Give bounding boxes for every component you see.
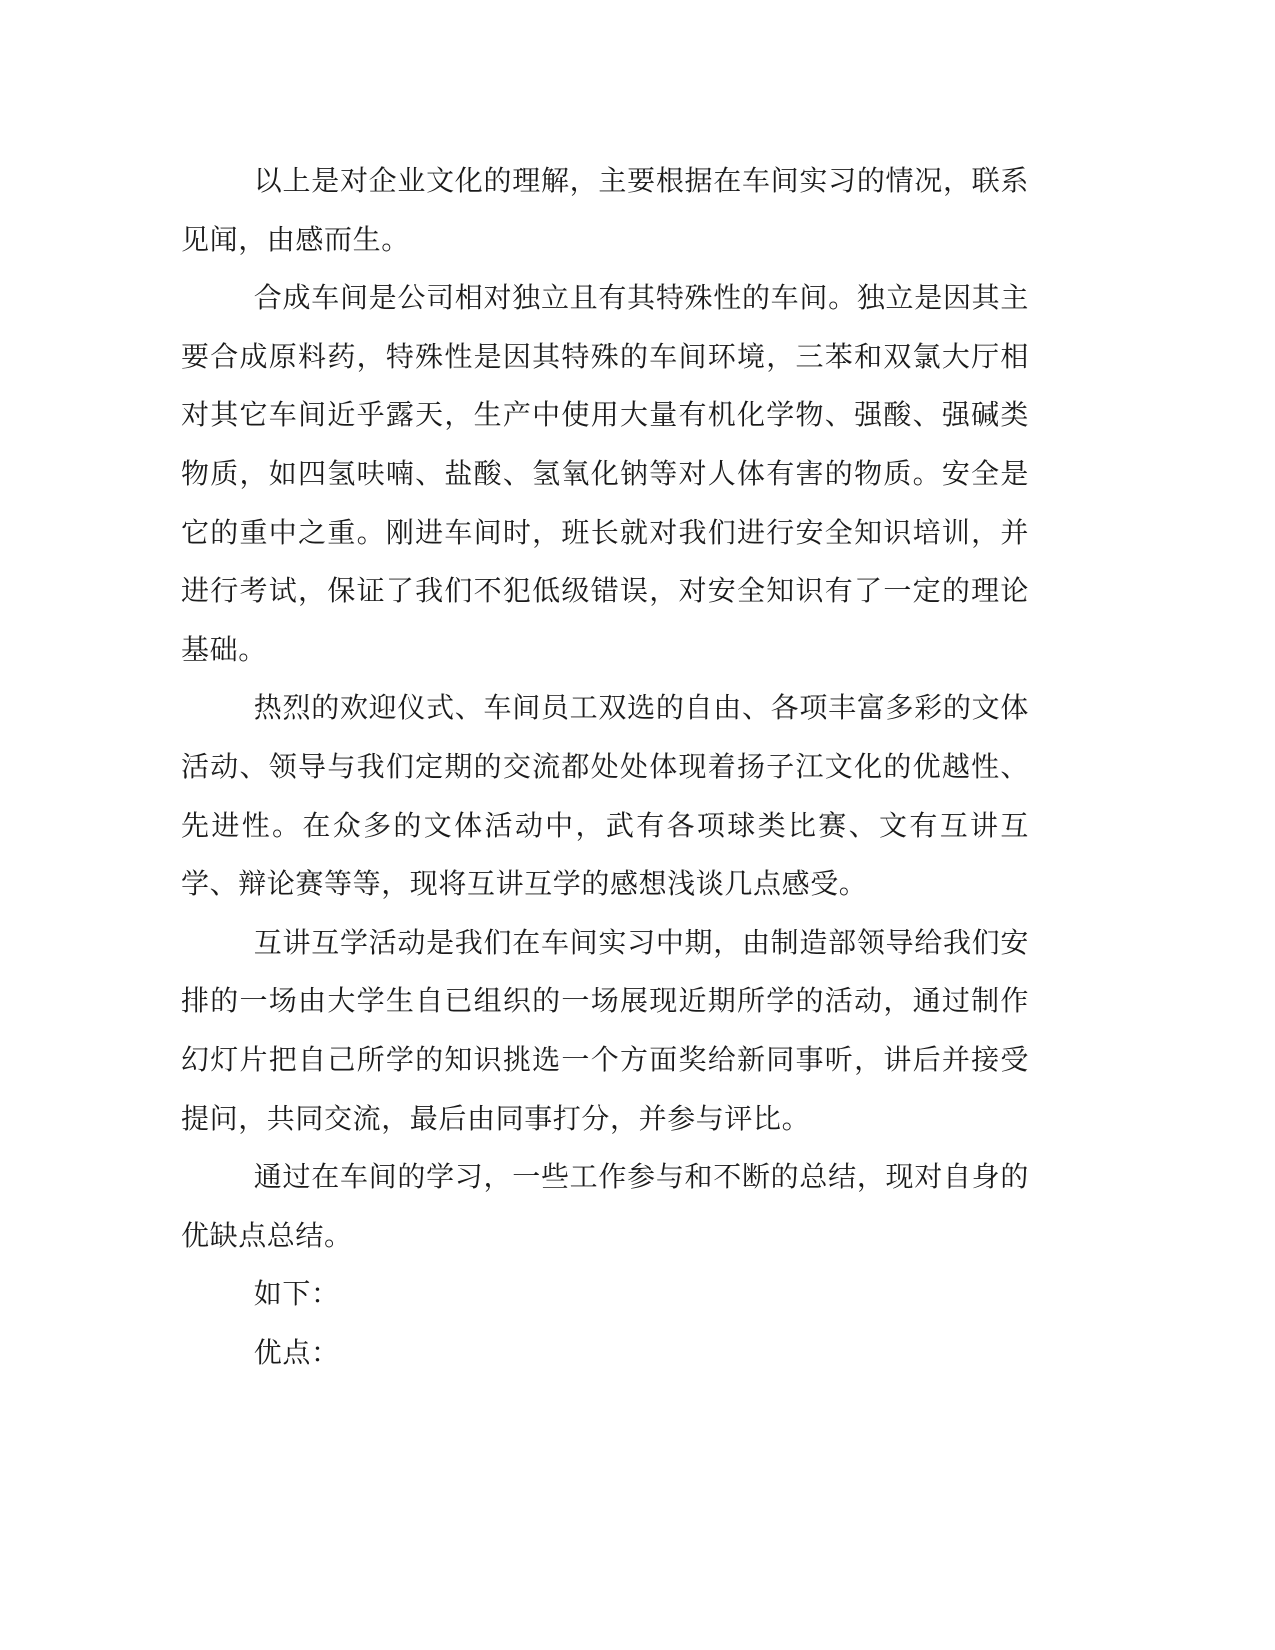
document-page <box>181 152 1029 1382</box>
paragraph-5: 通过在车间的学习，一些工作参与和不断的总结，现对自身的优缺点总结。 <box>181 1160 1029 1252</box>
paragraph-1: 以上是对企业文化的理解，主要根据在车间实习的情况，联系见闻，由感而生。 <box>181 164 1029 256</box>
paragraph-7: 优点： <box>253 1335 340 1369</box>
paragraph-4: 互讲互学活动是我们在车间实习中期，由制造部领导给我们安排的一场由大学生自已组织的一场展现近期所学的活动，通过制作幻灯片把自己所学的知识挑选一个方面奖给新同事听，讲后并接受提问，共同交流，最后由同事打分，并参与评比。 <box>181 925 1029 1135</box>
paragraph-3: 热烈的欢迎仪式、车间员工双选的自由、各项丰富多彩的文体活动、领导与我们定期的交流都处处体现着扬子江文化的优越性、先进性。在众多的文体活动中，武有各项球类比赛、文有互讲互学、辩论赛等等，现将互讲互学的感想浅谈几点感受。 <box>181 691 1029 901</box>
paragraph-6: 如下： <box>253 1277 340 1311</box>
paragraph-2: 合成车间是公司相对独立且有其特殊性的车间。独立是因其主要合成原料药，特殊性是因其特殊的车间环境，三苯和双氯大厅相对其它车间近乎露天，生产中使用大量有机化学物、强酸、强碱类物质，如四氢呋喃、盐酸、氢氧化钠等对人体有害的物质。安全是它的重中之重。刚进车间时，班长就对我们进行安全知识培训，并进行考试，保证了我们不犯低级错误，对安全知识有了一定的理论基础。 <box>181 281 1029 666</box>
